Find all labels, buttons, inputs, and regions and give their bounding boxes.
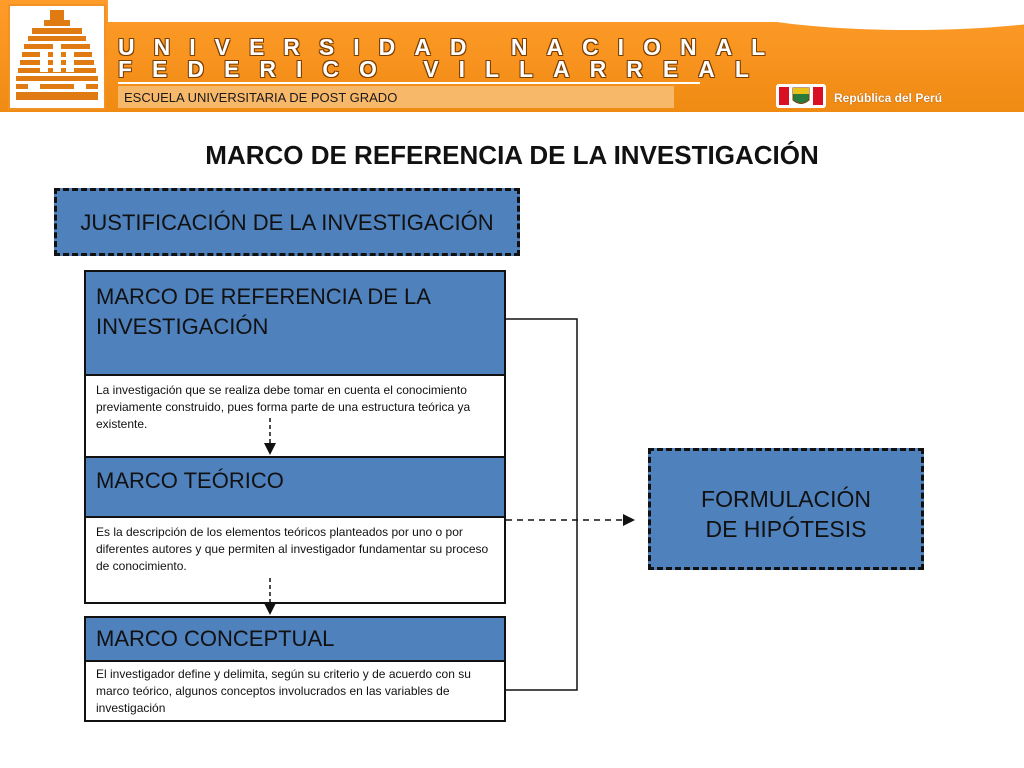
bracket-connector [506,319,577,690]
school-name: ESCUELA UNIVERSITARIA DE POST GRADO [124,90,398,105]
panel-description: La investigación que se realiza debe tomar en cuenta el conocimiento previamente construido, pues forma parte de una estructura teórica ya existente. [96,383,471,431]
university-name-line1: UNIVERSIDAD NACIONAL [118,34,785,60]
page-title: MARCO DE REFERENCIA DE LA INVESTIGACIÓN [205,140,819,170]
justificacion-label: JUSTIFICACIÓN DE LA INVESTIGACIÓN [80,210,494,235]
panel-title: MARCO CONCEPTUAL [96,626,335,651]
panel-title: MARCO DE REFERENCIA DE LA INVESTIGACIÓN [96,284,430,339]
formulacion-line2: DE HIPÓTESIS [705,516,867,542]
university-name-line2: FEDERICO VILLARREAL [118,56,769,82]
panel-description: El investigador define y delimita, según su criterio y de acuerdo con su marco teórico, algunos conceptos involucrados en las variables de investigación [96,667,471,715]
country-label: República del Perú [834,91,943,105]
panel-title: MARCO TEÓRICO [96,468,284,493]
panel-description: Es la descripción de los elementos teóricos planteados por uno o por diferentes autores y que permiten al investigador fundamentar su proceso de conocimiento. [96,525,489,573]
formulacion-line1: FORMULACIÓN [701,486,871,512]
